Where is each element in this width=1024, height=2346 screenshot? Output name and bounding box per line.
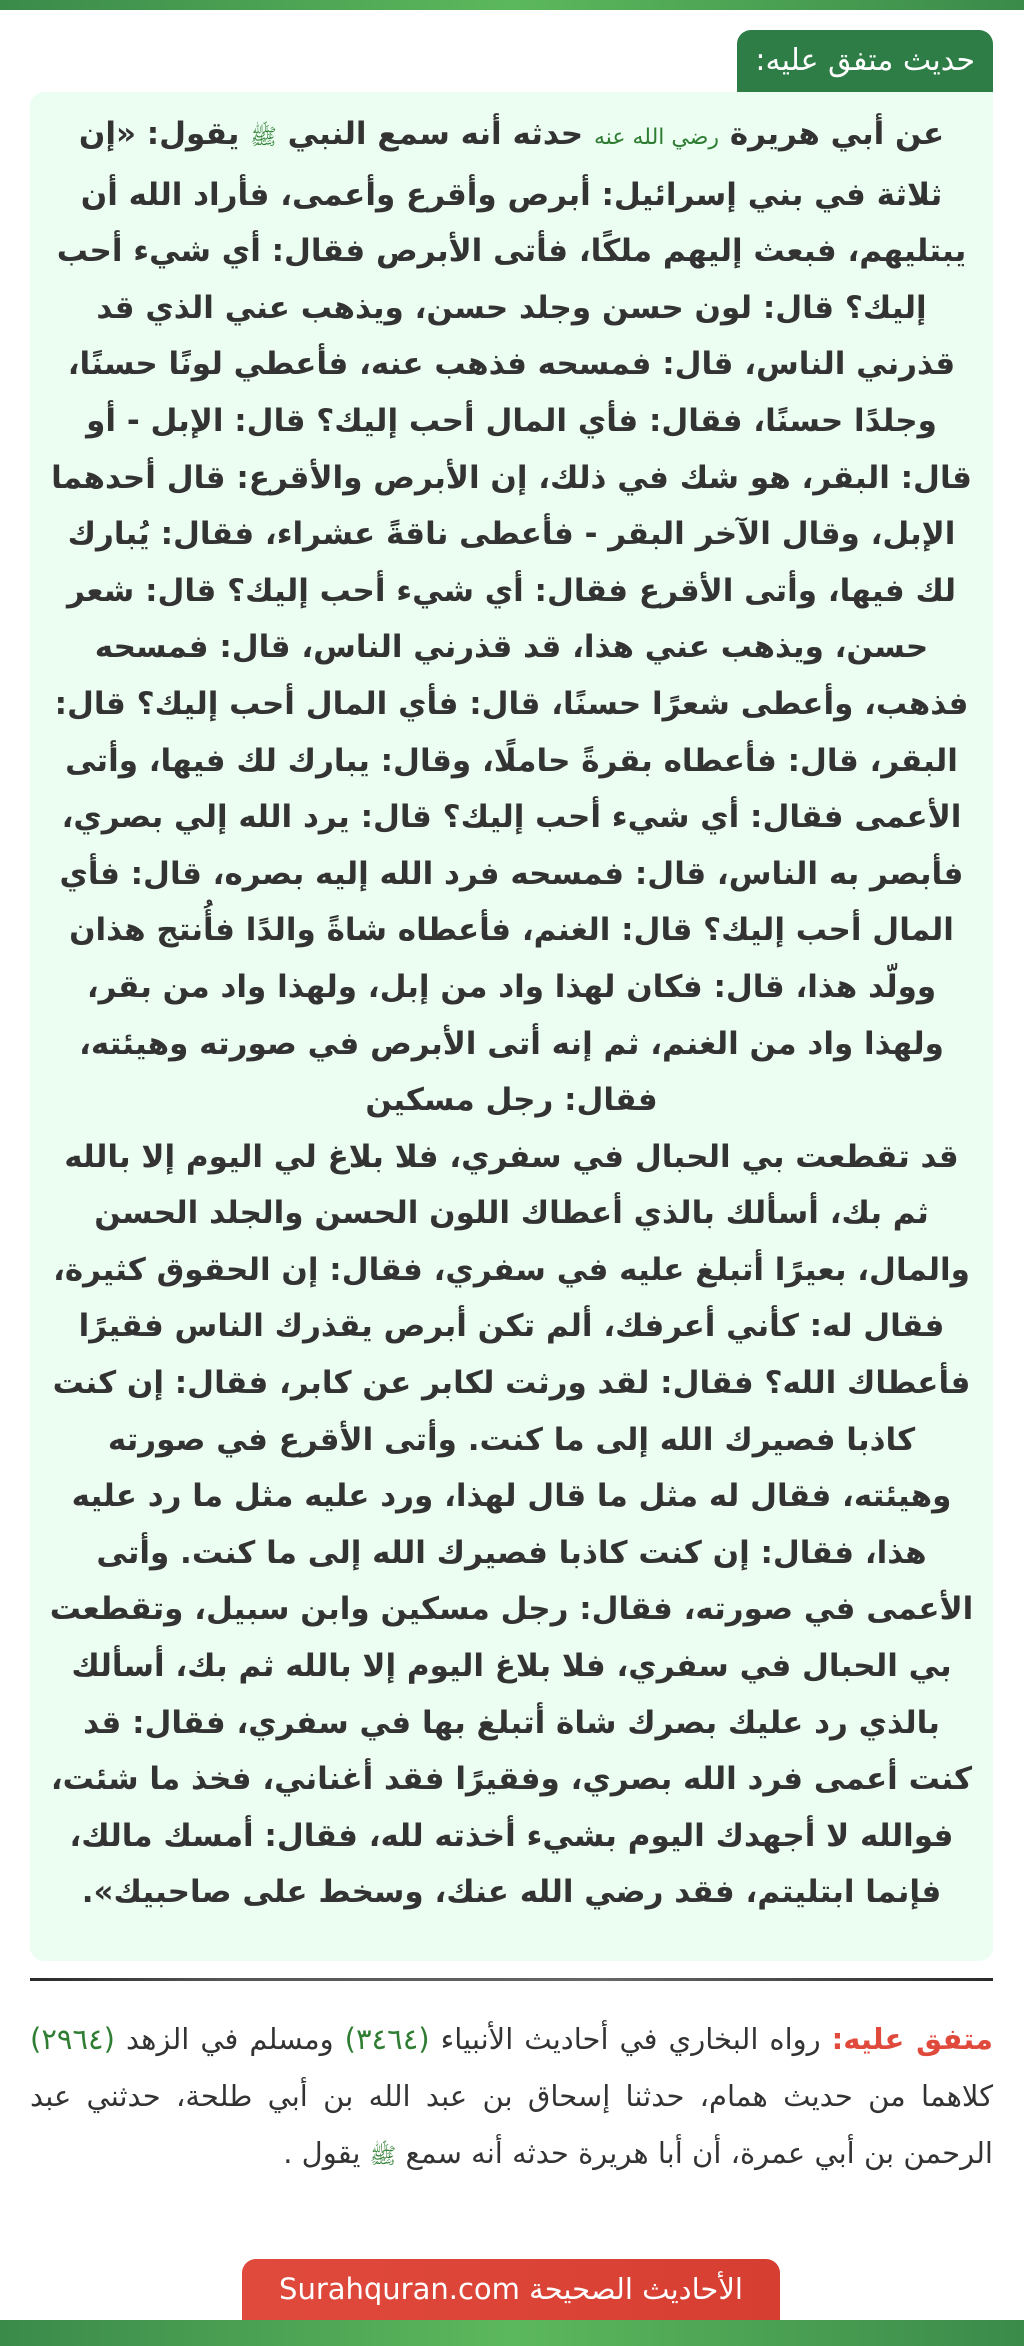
muslim-reference: (٢٩٦٤) [30, 2022, 115, 2056]
source-paragraph [30, 2011, 993, 2185]
section-divider [30, 1978, 993, 1981]
radiallahu-anhu-icon: رضي الله عنه [593, 125, 720, 150]
top-decorative-bar [0, 0, 1024, 10]
hadith-body-continued: قد تقطعت بي الحبال في سفري، فلا بلاغ لي اليوم إلا بالله ثم بك، أسألك بالذي أعطاك اللون الحسن والجلد الحسن والمال، بعيرًا أتبلغ عليه في سفري، فقال: إن الحقوق كثيرة، فقال له: كأني أعرفك، ألم تكن أبرص يقذرك الناس فقيرًا فأعطاك الله؟ فقال: لقد ورثت لكابر عن كابر، فقال: إن كنت كاذبا فصيرك الله إلى ما كنت. وأتى الأقرع في صورته وهيئته، فقال له مثل ما قال لهذا، ورد عليه مثل ما رد عليه هذا، فقال: إن كنت كاذبا فصيرك الله إلى ما كنت. وأتى الأعمى في صورته، فقال: رجل مسكين وابن سبيل، وتقطعت بي الحبال في سفري، فلا بلاغ اليوم إلا بالله ثم بك، أسألك بالذي رد عليك بصرك شاة أتبلغ بها في سفري، فقال: قد كنت أعمى فرد الله بصري، وفقيرًا فقد أغناني، فخذ ما شئت، فوالله لا أجهدك اليوم بشيء أخذته لله، فقال: أمسك مالك، فإنما ابتليتم، فقد رضي الله عنك، وسخط على صاحبيك». [49, 1138, 974, 1911]
salallahu-alayhi-wasallam-icon: ﷺ [369, 2144, 397, 2169]
hadith-intro-a: عن أبي هريرة [729, 116, 945, 152]
hadith-text [48, 106, 975, 1921]
source-text-a: رواه البخاري في أحاديث الأنبياء [440, 2022, 821, 2056]
salallahu-alayhi-wasallam-icon: ﷺ [250, 125, 277, 150]
bukhari-reference: (٣٤٦٤) [344, 2022, 430, 2056]
source-text-c: كلاهما من حديث همام، حدثنا إسحاق بن عبد الله بن أبي طلحة، حدثني عبد الرحمن بن أبي عمرة، أن أبا هريرة حدثه أنه سمع [30, 2079, 993, 2170]
hadith-intro-b: حدثه أنه سمع النبي [287, 116, 584, 152]
bottom-decorative-bar [0, 2320, 1024, 2346]
hadith-body: يقول: «إن ثلاثة في بني إسرائيل: أبرص وأقرع وأعمى، فأراد الله أن يبتليهم، فبعث إليهم ملكًا، فأتى الأبرص فقال: أي شيء أحب إليك؟ قال: لون حسن وجلد حسن، ويذهب عني الذي قد قذرني الناس، قال: فمسحه فذهب عنه، فأعطي لونًا حسنًا، وجلدًا حسنًا، فقال: فأي المال أحب إليك؟ قال: الإبل - أو قال: البقر، هو شك في ذلك، إن الأبرص والأقرع: قال أحدهما الإبل، وقال الآخر البقر - فأعطى ناقةً عشراء، فقال: يُبارك لك فيها، وأتى الأقرع فقال: أي شيء أحب إليك؟ قال: شعر حسن، ويذهب عني هذا، قد قذرني الناس، قال: فمسحه فذهب، وأعطى شعرًا حسنًا، قال: فأي المال أحب إليك؟ قال: البقر، قال: فأعطاه بقرةً حاملًا، وقال: يبارك لك فيها، وأتى الأعمى فقال: أي شيء أحب إليك؟ قال: يرد الله إلي بصري، فأبصر به الناس، قال: فمسحه فرد الله إليه بصره، قال: فأي المال أحب إليك؟ قال: الغنم، فأعطاه شاةً والدًا فأُنتج هذان وولّد هذا، قال: فكان لهذا واد من إبل، ولهذا واد من بقر، ولهذا واد من الغنم، ثم إنه أتى الأبرص في صورته وهيئته، فقال: رجل مسكين [51, 116, 972, 1119]
source-text-b: ومسلم في الزهد [125, 2022, 334, 2056]
source-text-d: يقول . [283, 2136, 361, 2170]
section-label: حديث متفق عليه: [737, 30, 993, 92]
site-brand-button[interactable]: الأحاديث الصحيحة Surahquran.com [242, 2259, 780, 2320]
hadith-box [30, 92, 993, 1961]
source-label: متفق عليه: [831, 2022, 993, 2056]
